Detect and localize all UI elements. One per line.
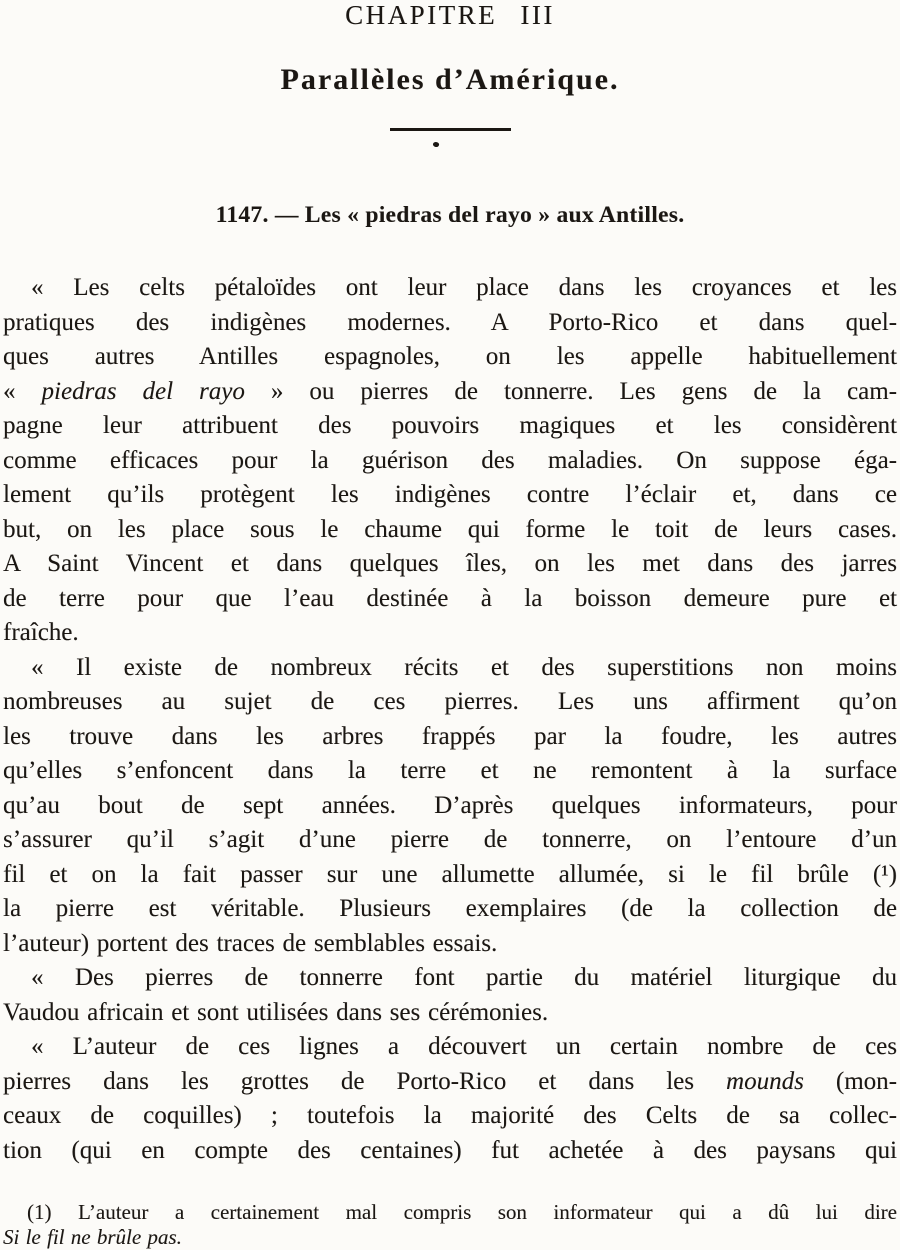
- text-line: [3, 1200, 897, 1225]
- text-segment: « Des pierres de tonnerre font partie du matériel liturgique du: [31, 964, 897, 991]
- footnote: [3, 1200, 897, 1250]
- text-segment: qu’elles s’enfoncent dans la terre et ne remontent à la surface: [3, 757, 897, 784]
- text-line: [3, 961, 897, 996]
- text-line: [3, 927, 897, 962]
- text-line: [3, 720, 897, 755]
- text-line: [3, 996, 897, 1031]
- text-segment: « Il existe de nombreux récits et des superstitions non moins: [31, 653, 897, 681]
- text-line: [3, 271, 897, 306]
- text-line: [3, 651, 897, 686]
- text-segment: ceaux de coquilles) ; toutefois la majorité des Celts de sa collec-: [3, 1102, 897, 1129]
- text-segment: (1) L’auteur a certainement mal compris son informateur qui a dû lui dire: [27, 1200, 897, 1224]
- text-segment: pagne leur attribuent des pouvoirs magiques et les considèrent: [3, 412, 897, 439]
- text-segment: nombreuses au sujet de ces pierres. Les uns affirment qu’on: [3, 688, 897, 715]
- text-line: [3, 1065, 897, 1100]
- divider-rule: [390, 128, 511, 131]
- text-line: [3, 1225, 897, 1250]
- text-segment: » ou pierres de tonnerre. Les gens de la cam-: [244, 377, 897, 405]
- italic-text-segment: mounds: [726, 1067, 804, 1095]
- text-line: [3, 1030, 897, 1065]
- text-segment: (mon-: [803, 1067, 897, 1095]
- text-line: [3, 409, 897, 444]
- text-segment: s’assurer qu’il s’agit d’une pierre de tonnerre, on l’entoure d’un: [3, 826, 897, 853]
- text-line: [3, 340, 897, 375]
- text-segment: « Les celts pétaloïdes ont leur place dans les croyances et les: [31, 274, 897, 301]
- text-line: [3, 892, 897, 927]
- text-line: [3, 616, 897, 651]
- text-segment: lement qu’ils protègent les indigènes contre l’éclair et, dans ce: [3, 481, 897, 508]
- section-heading: 1147. — Les « piedras del rayo » aux Antilles.: [215, 202, 685, 228]
- paragraph: [3, 961, 897, 1030]
- text-segment: but, on les place sous le chaume qui forme le toit de leurs cases.: [3, 515, 897, 543]
- text-line: [3, 306, 897, 341]
- text-segment: tion (qui en compte des centaines) fut achetée à des paysans qui: [3, 1136, 897, 1164]
- text-line: [3, 858, 897, 893]
- text-line: [3, 513, 897, 548]
- text-segment: de terre pour que l’eau destinée à la boisson demeure pure et: [3, 584, 897, 612]
- divider-dot: [432, 141, 440, 148]
- text-line: [3, 823, 897, 858]
- text-segment: la pierre est véritable. Plusieurs exemplaires (de la collection de: [3, 895, 897, 922]
- chapter-title: Parallèles d’Amérique.: [280, 63, 620, 96]
- paragraph: [3, 1030, 897, 1168]
- page-header: [3, 2, 897, 227]
- text-line: [3, 789, 897, 824]
- text-segment: pratiques des indigènes modernes. A Porto-Rico et dans quel-: [3, 308, 897, 336]
- text-segment: fil et on la fait passer sur une allumette allumée, si le fil brûle (¹): [3, 860, 897, 888]
- text-line: [3, 754, 897, 789]
- italic-text-segment: piedras del rayo: [41, 377, 245, 405]
- text-line: [3, 1134, 897, 1169]
- text-line: [3, 685, 897, 720]
- text-segment: comme efficaces pour la guérison des maladies. On suppose éga-: [3, 446, 897, 474]
- italic-text-segment: Si le fil ne brûle pas.: [3, 1225, 182, 1249]
- text-segment: l’auteur) portent des traces de semblables essais.: [3, 929, 498, 957]
- text-line: [3, 582, 897, 617]
- text-segment: ques autres Antilles espagnoles, on les appelle habituellement: [3, 343, 897, 370]
- paragraph: [3, 651, 897, 962]
- paragraph: [3, 271, 897, 651]
- body-text: [3, 271, 897, 1168]
- text-line: [3, 444, 897, 479]
- text-line: [3, 547, 897, 582]
- text-segment: Vaudou africain et sont utilisées dans ses cérémonies.: [3, 998, 549, 1026]
- text-line: [3, 1099, 897, 1134]
- paragraph: [3, 1200, 897, 1250]
- text-line: [3, 478, 897, 513]
- text-segment: les trouve dans les arbres frappés par la foudre, les autres: [3, 722, 897, 750]
- chapter-heading: CHAPITRE III: [345, 0, 555, 30]
- text-segment: qu’au bout de sept années. D’après quelques informateurs, pour: [3, 791, 897, 819]
- text-segment: pierres dans les grottes de Porto-Rico et dans les: [3, 1067, 727, 1095]
- text-segment: A Saint Vincent et dans quelques îles, on les met dans des jarres: [3, 550, 897, 577]
- text-segment: « L’auteur de ces lignes a découvert un certain nombre de ces: [31, 1033, 897, 1060]
- text-segment: fraîche.: [3, 619, 79, 646]
- text-segment: «: [3, 377, 42, 405]
- text-line: [3, 375, 897, 410]
